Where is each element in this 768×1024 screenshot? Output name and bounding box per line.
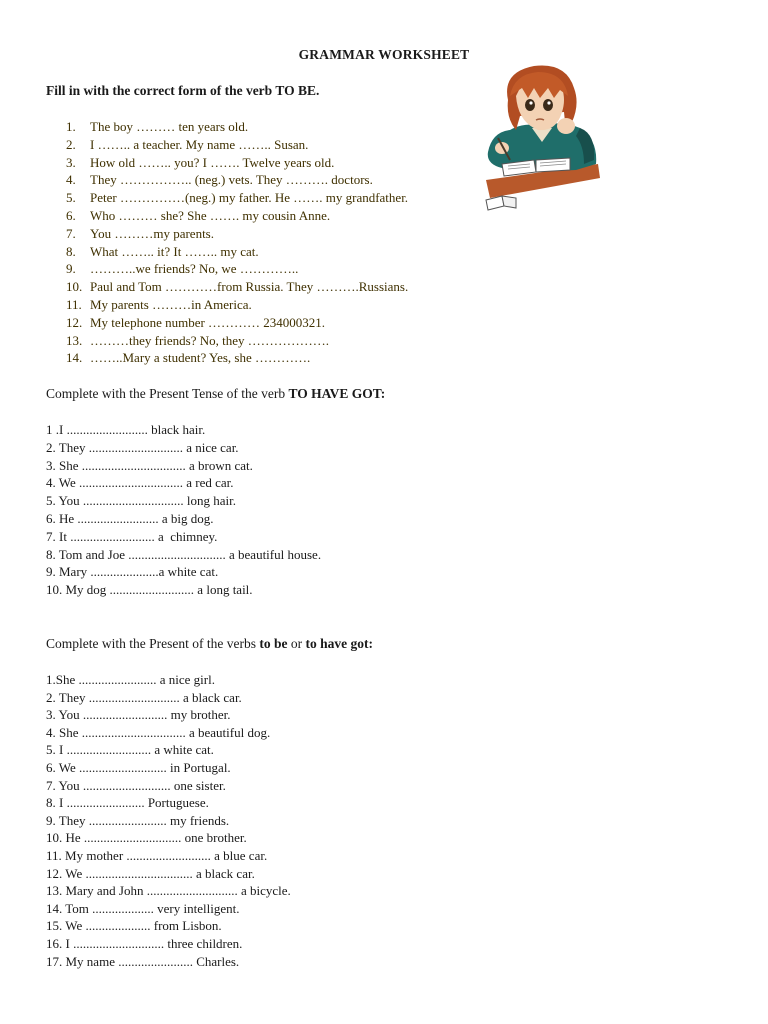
list-item: 6. We ........................... in Portugal. [46,759,231,775]
list-item: 5. Peter ……………(neg.) my father. He ……. my grandfather. [66,190,409,206]
list-item: 2. They ............................. a nice car. [46,439,239,455]
list-item: 10. He .............................. one brother. [46,830,247,846]
section1-instruction: Fill in with the correct form of the verb TO BE. [46,83,320,98]
list-item: 8. I ........................ Portuguese. [46,795,209,811]
list-item: 4. She ................................ a beautiful dog. [46,724,271,740]
boy-reading-book-illustration [480,60,600,218]
worksheet-title: GRAMMAR WORKSHEET [298,47,470,62]
list-item: 13. Mary and John ............................ a bicycle. [46,883,291,899]
list-item: 17. My name ....................... Charles. [46,953,240,969]
section3-instruction: Complete with the Present of the verbs to be or to have got: [46,636,373,651]
list-item: 7. You ........................... one sister. [46,777,226,793]
list-item: 14. Tom ................... very intelligent. [46,900,240,916]
list-item: 3. How old …….. you? I ……. Twelve years old. [66,154,335,170]
list-item: 2. They ............................ a black car. [46,689,242,705]
section2-instruction: Complete with the Present Tense of the verb TO HAVE GOT: [46,386,386,401]
list-item: 4. We ................................ a red car. [46,475,234,491]
list-item: 1. The boy ……… ten years old. [66,119,249,134]
list-item: 12. My telephone number ………… 234000321. [66,314,326,330]
section3-list [46,671,291,970]
list-item: 8. Tom and Joe .............................. a beautiful house. [46,546,322,562]
list-item: 11. My mother .......................... a blue car. [46,847,268,863]
list-item: 9. Mary .....................a white cat. [46,564,219,580]
list-item: 7. You ………my parents. [66,225,214,241]
list-item: 5. I .......................... a white cat. [46,742,214,758]
list-item: 2. I …….. a teacher. My name …….. Susan. [66,136,309,152]
list-item: 8. What …….. it? It …….. my cat. [66,243,259,259]
list-item: 7. It .......................... a chimney. [46,528,218,544]
list-item: 5. You ............................... long hair. [46,493,236,509]
section1-list [66,118,408,367]
list-item: 3. She ................................ a brown cat. [46,457,253,473]
list-item: 11. My parents ………in America. [66,296,252,312]
list-item: 1 .I ......................... black hair. [46,422,206,437]
list-item: 14. ……..Mary a student? Yes, she …………. [66,350,311,366]
list-item: 10. My dog .......................... a long tail. [46,582,253,598]
list-item: 15. We .................... from Lisbon. [46,918,222,934]
list-item: 13. ………they friends? No, they ………………. [66,332,330,348]
list-item: 3. You .......................... my brother. [46,707,231,723]
list-item: 1.She ........................ a nice girl. [46,672,215,687]
list-item: 6. Who ……… she? She ……. my cousin Anne. [66,207,331,223]
list-item: 4. They …………….. (neg.) vets. They ………. doctors. [66,172,373,188]
list-item: 12. We ................................. a black car. [46,865,255,881]
section2-list [46,421,321,599]
list-item: 6. He ......................... a big dog. [46,510,214,526]
list-item: 16. I ............................ three children. [46,935,243,951]
list-item: 9. They ........................ my friends. [46,812,230,828]
list-item: 9. ………..we friends? No, we ………….. [66,261,299,277]
list-item: 10. Paul and Tom …………from Russia. They ……….Russians. [66,279,409,295]
